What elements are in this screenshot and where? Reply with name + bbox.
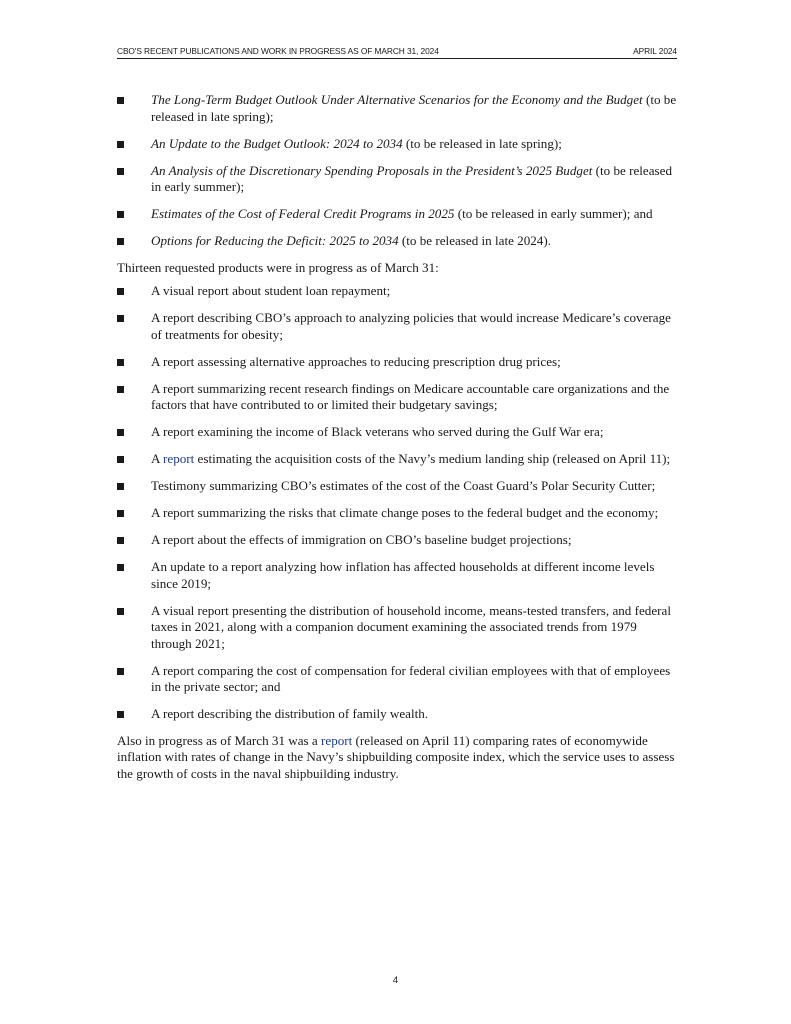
square-bullet-icon [117, 315, 124, 322]
publication-title: Estimates of the Cost of Federal Credit Programs in 2025 [151, 206, 455, 221]
square-bullet-icon [117, 537, 124, 544]
report-link[interactable]: report [163, 451, 195, 466]
list-item [117, 706, 677, 723]
publication-title: An Update to the Budget Outlook: 2024 to 2034 [151, 135, 403, 151]
publication-title: Options for Reducing the Deficit: 2025 to 2034 [151, 233, 399, 248]
list-item [117, 559, 677, 592]
list-item [117, 603, 677, 653]
publication-title: The Long-Term Budget Outlook Under Alternative Scenarios for the Economy and the Budget [151, 92, 643, 107]
page-number: 4 [392, 975, 399, 986]
report-link[interactable]: report [321, 732, 353, 748]
square-bullet-icon [117, 608, 124, 615]
running-header [117, 44, 677, 59]
square-bullet-icon [117, 564, 124, 571]
square-bullet-icon [117, 288, 124, 295]
closing-text-post: (released on April 11) comparing rates of economywide inflation with rates of change in the Navy’s shipbuilding composite index, which the service uses to assess the growth of costs in the naval shipbuilding industry. [117, 732, 675, 781]
release-note: (to be released in early summer); [151, 162, 673, 194]
list-item [117, 478, 677, 495]
release-note: (to be released in late 2024). [398, 233, 551, 248]
list-item-text: A report describing CBO’s approach to analyzing policies that would increase Medicare’s coverage of treatments for obesity; [151, 310, 671, 342]
list-item-text: A report comparing the cost of compensation for federal civilian employees with that of employees in the private sector; and [151, 662, 671, 694]
square-bullet-icon [117, 668, 124, 675]
list-item [117, 663, 677, 696]
square-bullet-icon [117, 510, 124, 517]
list-item-text-pre: A [151, 451, 164, 466]
list-item [117, 354, 677, 371]
list-item [117, 451, 677, 468]
list-item-text: An update to a report analyzing how inflation has affected households at different income levels since 2019; [151, 559, 655, 591]
list-item-text: Testimony summarizing CBO’s estimates of the cost of the Coast Guard’s Polar Security Cutter; [151, 478, 656, 493]
list-item [117, 92, 677, 125]
list-item [117, 505, 677, 522]
square-bullet-icon [117, 456, 124, 463]
list-item [117, 163, 677, 196]
requested-products-list [117, 283, 677, 723]
list-item [117, 532, 677, 549]
list-item [117, 381, 677, 414]
list-item [117, 283, 677, 300]
list-item-text: A report summarizing the risks that climate change poses to the federal budget and the economy; [151, 505, 659, 520]
list-item [117, 206, 677, 223]
list-item-text-post: estimating the acquisition costs of the Navy’s medium landing ship (released on April 11); [194, 451, 671, 466]
list-item-text: A report assessing alternative approaches to reducing prescription drug prices; [151, 353, 561, 369]
release-note: (to be released in late spring); [151, 92, 677, 124]
list-item [117, 310, 677, 343]
list-item [117, 233, 677, 250]
release-note: (to be released in early summer); and [454, 206, 653, 221]
list-item-text: A report about the effects of immigration on CBO’s baseline budget projections; [151, 532, 572, 547]
square-bullet-icon [117, 429, 124, 436]
upcoming-publications-list [117, 92, 677, 250]
list-item [117, 424, 677, 441]
list-item-text: A report describing the distribution of family wealth. [151, 706, 429, 721]
requested-intro: Thirteen requested products were in progress as of March 31: [117, 259, 439, 275]
square-bullet-icon [117, 211, 124, 218]
square-bullet-icon [117, 386, 124, 393]
square-bullet-icon [117, 141, 124, 148]
release-note: (to be released in late spring); [402, 135, 562, 151]
list-item [117, 136, 677, 153]
square-bullet-icon [117, 238, 124, 245]
list-item-text: A report examining the income of Black veterans who served during the Gulf War era; [151, 424, 604, 439]
list-item-text: A report summarizing recent research findings on Medicare accountable care organizations and the factors that have contributed to or limited their budgetary savings; [151, 380, 670, 412]
header-date: APRIL 2024 [633, 46, 677, 56]
closing-paragraph [117, 733, 677, 783]
square-bullet-icon [117, 711, 124, 718]
publication-title: An Analysis of the Discretionary Spending Proposals in the President’s 2025 Budget [151, 162, 593, 178]
square-bullet-icon [117, 168, 124, 175]
closing-text-pre: Also in progress as of March 31 was a [117, 732, 322, 748]
square-bullet-icon [117, 97, 124, 104]
list-item-text: A visual report about student loan repayment; [151, 283, 391, 298]
page-body [117, 92, 677, 789]
square-bullet-icon [117, 483, 124, 490]
list-item-text: A visual report presenting the distribution of household income, means-tested transfers, and federal taxes in 2021, along with a companion document examining the associated trends from 1979 through 2021; [151, 602, 671, 651]
square-bullet-icon [117, 359, 124, 366]
header-title: CBO'S RECENT PUBLICATIONS AND WORK IN PROGRESS AS OF MARCH 31, 2024 [117, 46, 439, 56]
